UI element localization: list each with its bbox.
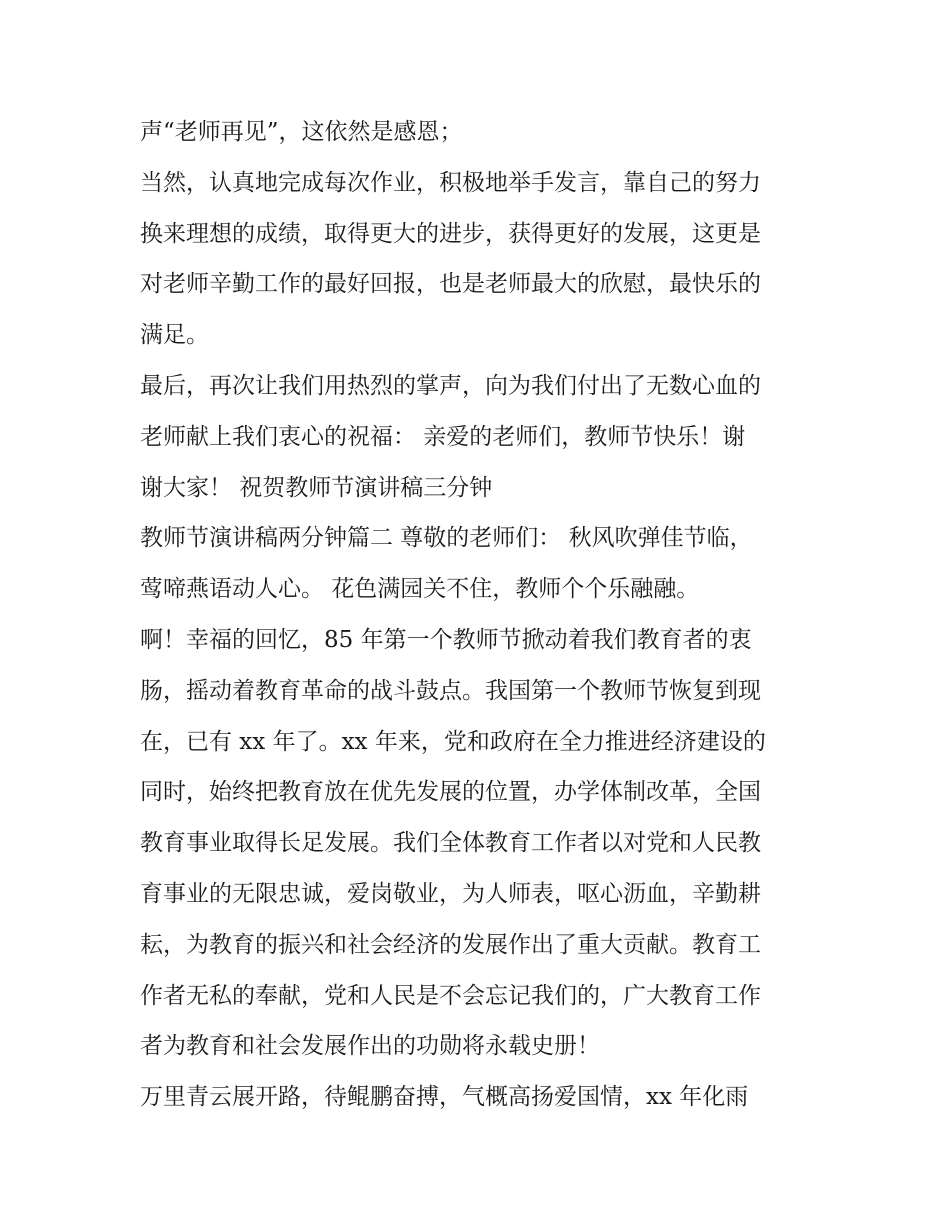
text-line: 作者无私的奉献，党和人民是不会忘记我们的，广大教育工作 (140, 982, 761, 1009)
text-line: 教师节演讲稿两分钟篇二 尊敬的老师们： 秋风吹弹佳节临， (140, 525, 753, 552)
text-line: 教育事业取得长足发展。我们全体教育工作者以对党和人民教 (140, 830, 761, 857)
text-line: 者为教育和社会发展作出的功勋将永载史册！ (140, 1033, 600, 1060)
text-line: 万里青云展开路，待鲲鹏奋搏，气概高扬爱国情，xx 年化雨 (140, 1084, 749, 1111)
text-line: 耘，为教育的振兴和社会经济的发展作出了重大贡献。教育工 (140, 931, 761, 958)
body-text (140, 107, 820, 1123)
text-line: 声“老师再见”，这依然是感恩； (140, 119, 463, 145)
text-line: 谢大家！ 祝贺教师节演讲稿三分钟 (140, 474, 493, 501)
text-line: 肠，摇动着教育革命的战斗鼓点。我国第一个教师节恢复到现 (140, 677, 761, 704)
text-line: 啊！幸福的回忆，85 年第一个教师节掀动着我们教育者的衷 (140, 626, 752, 653)
text-line: 满足。 (140, 322, 209, 349)
text-line: 育事业的无限忠诚，爱岗敬业，为人师表，呕心沥血，辛勤耕 (140, 880, 761, 907)
text-line: 在，已有 xx 年了。xx 年来，党和政府在全力推进经济建设的 (140, 728, 766, 755)
text-line: 老师献上我们衷心的祝福： 亲爱的老师们，教师节快乐！谢 (140, 423, 746, 450)
text-line: 对老师辛勤工作的最好回报，也是老师最大的欣慰，最快乐的 (140, 271, 761, 298)
text-line: 同时，始终把教育放在优先发展的位置，办学体制改革，全国 (140, 779, 761, 806)
text-line: 换来理想的成绩，取得更大的进步，获得更好的发展，这更是 (140, 220, 761, 247)
text-line: 最后，再次让我们用热烈的掌声，向为我们付出了无数心血的 (140, 372, 761, 399)
text-line: 莺啼燕语动人心。 花色满园关不住，教师个个乐融融。 (140, 576, 700, 603)
text-line: 当然，认真地完成每次作业，积极地举手发言，靠自己的努力 (140, 169, 761, 196)
